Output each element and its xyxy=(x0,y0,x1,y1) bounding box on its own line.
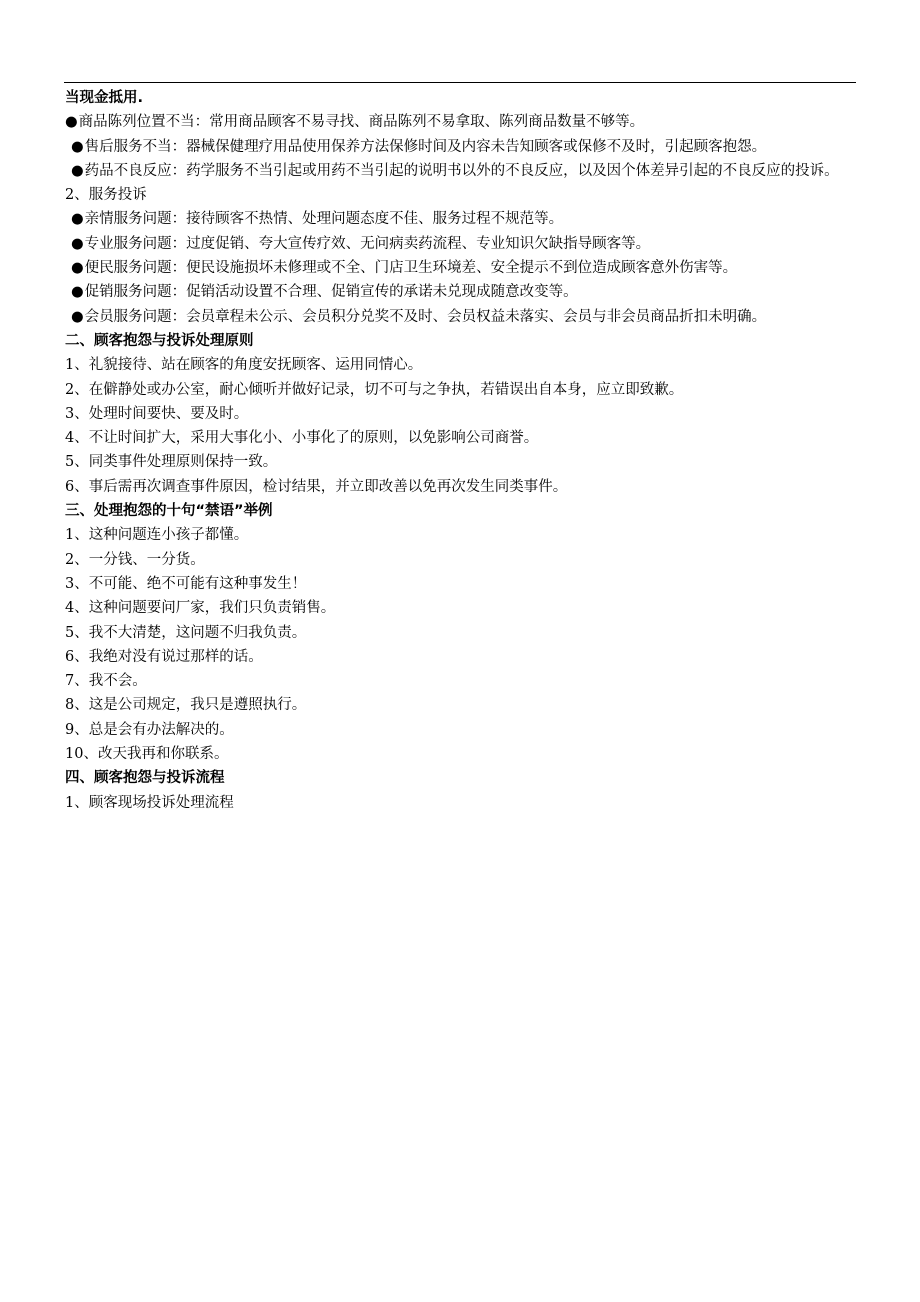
list-item xyxy=(65,183,857,207)
section-heading xyxy=(65,86,857,110)
list-item xyxy=(65,621,857,645)
line-text: 1、礼貌接待、站在顾客的角度安抚顾客、运用同情心。 xyxy=(65,357,423,374)
list-item xyxy=(65,791,857,815)
list-item xyxy=(65,693,857,717)
line-text: 售后服务不当：器械保健理疗用品使用保养方法保修时间及内容未告知顾客或保修不及时，引起顾客抱怨。 xyxy=(84,138,767,155)
line-text: 5、我不大清楚，这问题不归我负责。 xyxy=(65,624,307,641)
bullet-icon: ● xyxy=(71,162,84,179)
list-item xyxy=(65,572,857,596)
bullet-item xyxy=(65,256,857,280)
list-item xyxy=(65,548,857,572)
line-text: 10、改天我再和你联系。 xyxy=(65,746,229,763)
line-text: 当现金抵用. xyxy=(65,90,144,106)
line-text: 2、一分钱、一分货。 xyxy=(65,551,205,568)
line-text: 7、我不会。 xyxy=(65,673,147,690)
header-rule xyxy=(64,82,856,83)
bullet-item xyxy=(65,110,857,134)
list-item xyxy=(65,378,857,402)
section-heading xyxy=(65,766,857,790)
bullet-icon: ● xyxy=(71,138,84,155)
bullet-icon: ● xyxy=(71,284,84,301)
list-item xyxy=(65,402,857,426)
line-text: 便民服务问题：便民设施损坏未修理或不全、门店卫生环境差、安全提示不到位造成顾客意外伤害等。 xyxy=(84,260,738,277)
line-text: 4、这种问题要问厂家，我们只负责销售。 xyxy=(65,600,336,617)
bullet-item xyxy=(65,280,857,304)
list-item xyxy=(65,450,857,474)
line-text: 9、总是会有办法解决的。 xyxy=(65,721,234,738)
line-text: 专业服务问题：过度促销、夸大宣传疗效、无问病卖药流程、专业知识欠缺指导顾客等。 xyxy=(84,235,651,252)
list-item xyxy=(65,523,857,547)
list-item xyxy=(65,426,857,450)
line-text: 会员服务问题：会员章程未公示、会员积分兑奖不及时、会员权益未落实、会员与非会员商品折扣未明确。 xyxy=(84,308,767,325)
line-text: 促销服务问题：促销活动设置不合理、促销宣传的承诺未兑现成随意改变等。 xyxy=(84,284,578,301)
line-text: 三、处理抱怨的十句“禁语”举例 xyxy=(65,503,273,520)
line-text: 4、不让时间扩大，采用大事化小、小事化了的原则，以免影响公司商誉。 xyxy=(65,430,539,447)
line-text: 1、这种问题连小孩子都懂。 xyxy=(65,527,249,544)
list-item xyxy=(65,742,857,766)
section-heading xyxy=(65,499,857,523)
bullet-icon: ● xyxy=(71,211,84,228)
list-item xyxy=(65,669,857,693)
bullet-icon: ● xyxy=(71,260,84,277)
section-heading xyxy=(65,329,857,353)
line-text: 5、同类事件处理原则保持一致。 xyxy=(65,454,278,471)
line-text: 亲情服务问题：接待顾客不热情、处理问题态度不佳、服务过程不规范等。 xyxy=(84,211,564,228)
line-text: 二、顾客抱怨与投诉处理原则 xyxy=(65,332,254,349)
line-text: 3、处理时间要快、要及时。 xyxy=(65,405,249,422)
line-text: 6、我绝对没有说过那样的话。 xyxy=(65,648,263,665)
bullet-item xyxy=(65,135,857,159)
bullet-item xyxy=(65,305,857,329)
line-text: 2、服务投诉 xyxy=(65,187,147,204)
bullet-item xyxy=(65,159,857,183)
bullet-item xyxy=(65,207,857,231)
list-item xyxy=(65,475,857,499)
line-text: 3、不可能、绝不可能有这种事发生！ xyxy=(65,575,307,592)
list-item xyxy=(65,645,857,669)
document-body xyxy=(65,86,857,815)
list-item xyxy=(65,718,857,742)
list-item xyxy=(65,353,857,377)
line-text: 药品不良反应：药学服务不当引起或用药不当引起的说明书以外的不良反应，以及因个体差异引起的不良反应的投诉。 xyxy=(84,162,839,179)
line-text: 2、在僻静处或办公室，耐心倾听并做好记录，切不可与之争执，若错误出自本身，应立即致歉。 xyxy=(65,381,684,398)
bullet-icon: ● xyxy=(71,308,84,325)
line-text: 1、顾客现场投诉处理流程 xyxy=(65,794,234,811)
line-text: 8、这是公司规定，我只是遵照执行。 xyxy=(65,697,307,714)
line-text: 6、事后需再次调查事件原因，检讨结果，并立即改善以免再次发生同类事件。 xyxy=(65,478,568,495)
line-text: 四、顾客抱怨与投诉流程 xyxy=(65,770,225,787)
bullet-icon: ● xyxy=(71,235,84,252)
line-text: 商品陈列位置不当：常用商品顾客不易寻找、商品陈列不易拿取、陈列商品数量不够等。 xyxy=(78,114,645,131)
list-item xyxy=(65,596,857,620)
bullet-item xyxy=(65,232,857,256)
bullet-icon: ● xyxy=(65,114,78,131)
